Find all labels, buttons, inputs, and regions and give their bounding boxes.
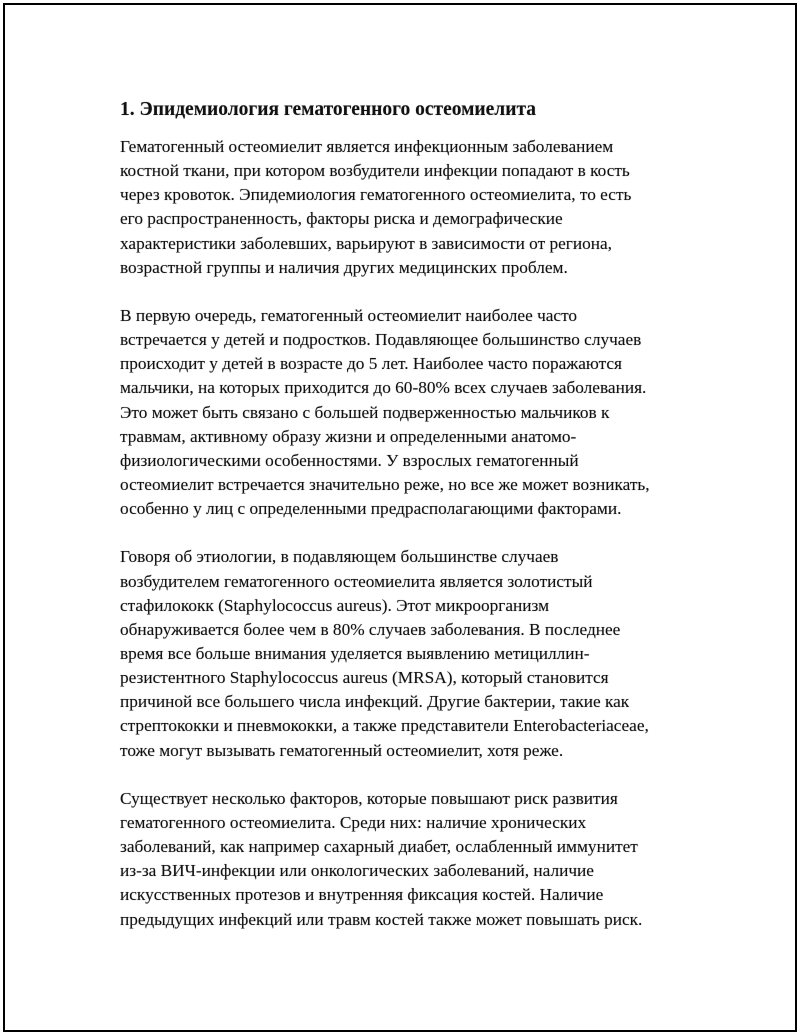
paragraph-line: тоже могут вызывать гематогенный остеомиелит, хотя реже.: [120, 740, 564, 760]
paragraph-line: физиологическими особенностями. У взрослых гематогенный: [120, 450, 579, 470]
paragraph-line: встречается у детей и подростков. Подавляющее большинство случаев: [120, 330, 642, 350]
paragraph-3: [120, 545, 710, 762]
paragraph-line: возрастной группы и наличия других медицинских проблем.: [120, 257, 568, 277]
paragraph-line: через кровоток. Эпидемиология гематогенного остеомиелита, то есть: [120, 185, 632, 205]
paragraph-4: [120, 787, 710, 932]
paragraph-line: из-за ВИЧ-инфекции или онкологических заболеваний, наличие: [120, 861, 594, 881]
paragraph-line: искусственных протезов и внутренняя фиксация костей. Наличие: [120, 885, 604, 905]
paragraph-line: резистентного Staphylococcus aureus (MRSA), который становится: [120, 668, 609, 688]
paragraph-line: гематогенного остеомиелита. Среди них: наличие хронических: [120, 812, 587, 832]
paragraph-line: костной ткани, при котором возбудители инфекции попадают в кость: [120, 161, 630, 181]
paragraph-line: время все больше внимания уделяется выявлению метициллин-: [120, 643, 590, 663]
paragraph-line: предыдущих инфекций или травм костей также может повышать риск.: [120, 909, 643, 929]
paragraph-line: стафилококк (Staphylococcus aureus). Этот микроорганизм: [120, 595, 550, 615]
paragraph-line: характеристики заболевших, варьируют в зависимости от региона,: [120, 233, 612, 253]
paragraph-line: Это может быть связано с большей подверженностью мальчиков к: [120, 402, 610, 422]
paragraph-1: [120, 135, 710, 280]
paragraph-line: заболеваний, как например сахарный диабет, ослабленный иммунитет: [120, 837, 638, 857]
document-page: [3, 3, 797, 1032]
document-content: [120, 97, 710, 956]
paragraph-line: происходит у детей в возрасте до 5 лет. Наиболее часто поражаются: [120, 354, 622, 374]
paragraph-line: Существует несколько факторов, которые повышают риск развития: [120, 788, 618, 808]
paragraph-line: Говоря об этиологии, в подавляющем большинстве случаев: [120, 547, 559, 567]
paragraph-line: Гематогенный остеомиелит является инфекционным заболеванием: [120, 137, 614, 156]
paragraph-line: остеомиелит встречается значительно реже, но все же может возникать,: [120, 475, 650, 495]
paragraph-line: В первую очередь, гематогенный остеомиелит наиболее часто: [120, 305, 578, 325]
paragraph-line: его распространенность, факторы риска и демографические: [120, 209, 563, 229]
paragraph-line: обнаруживается более чем в 80% случаев заболевания. В последнее: [120, 619, 621, 639]
paragraph-line: причиной все большего числа инфекций. Другие бактерии, такие как: [120, 692, 630, 712]
paragraph-2: [120, 304, 710, 521]
paragraph-line: особенно у лиц с определенными предрасполагающими факторами.: [120, 499, 622, 519]
paragraph-line: стрептококки и пневмококки, а также представители Enterobacteriaceae,: [120, 716, 649, 736]
paragraph-line: травмам, активному образу жизни и определенными анатомо-: [120, 426, 577, 446]
paragraph-line: возбудителем гематогенного остеомиелита является золотистый: [120, 571, 593, 591]
section-title: 1. Эпидемиология гематогенного остеомиелита: [120, 99, 537, 120]
paragraph-line: мальчики, на которых приходится до 60-80% всех случаев заболевания.: [120, 378, 647, 398]
